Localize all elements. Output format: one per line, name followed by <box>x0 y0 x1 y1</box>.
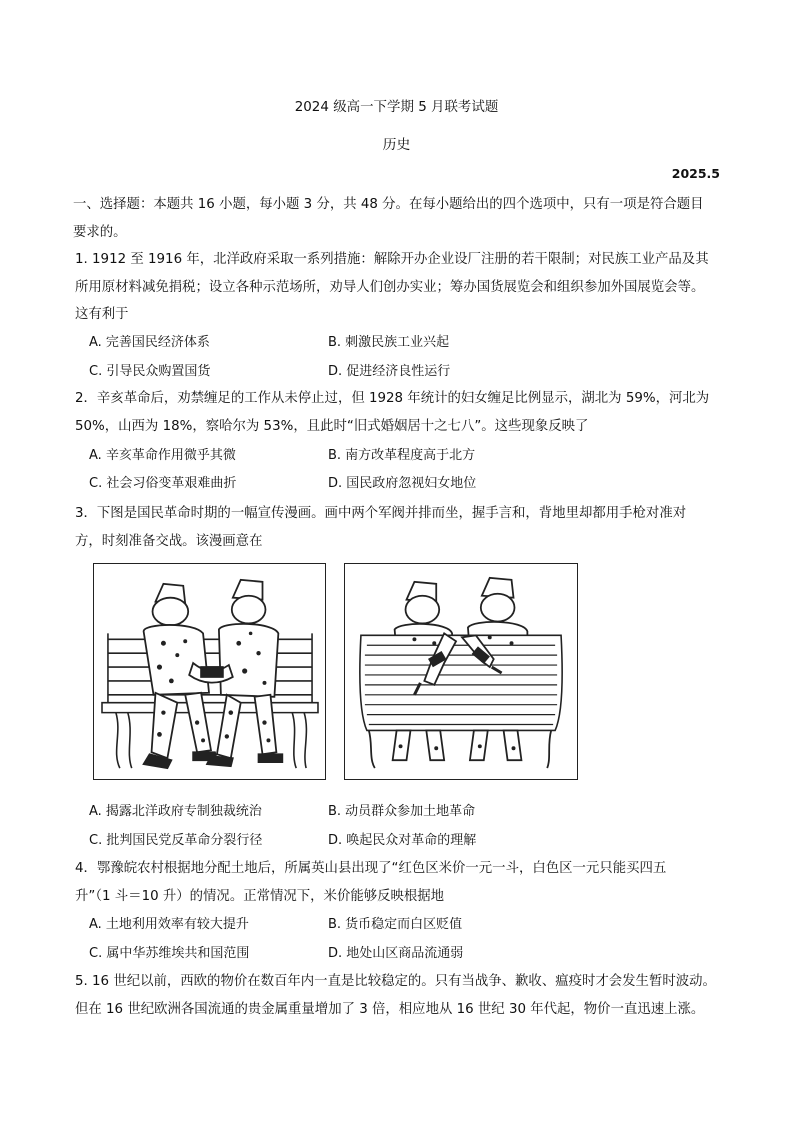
section-intro-line: 要求的。 <box>73 225 127 240</box>
question-1-option-d[interactable]: D. 促进经济良性运行 <box>328 364 451 379</box>
question-2-option-a[interactable]: A. 辛亥革命作用微乎其微 <box>89 448 236 463</box>
question-3-option-d[interactable]: D. 唤起民众对革命的理解 <box>328 833 477 848</box>
question-5-line: 但在 16 世纪欧洲各国流通的贵金属重量增加了 3 倍，相应地从 16 世纪 30 年代起，物价一直迅速上涨。 <box>75 1002 705 1017</box>
question-3-line: 方，时刻准备交战。该漫画意在 <box>75 534 263 549</box>
question-4-option-c[interactable]: C. 属中华苏维埃共和国范围 <box>89 946 250 961</box>
question-3-option-a[interactable]: A. 揭露北洋政府专制独裁统治 <box>89 804 262 819</box>
question-2-option-c[interactable]: C. 社会习俗变革艰难曲折 <box>89 476 237 491</box>
question-4-option-a[interactable]: A. 土地利用效率有较大提升 <box>89 917 249 932</box>
question-3-line: 3．下图是国民革命时期的一幅宣传漫画。画中两个军阀并排而坐，握手言和，背地里却都用手枪对准对 <box>75 506 687 521</box>
cartoon-front-view-drawing <box>94 564 325 779</box>
question-1-option-b[interactable]: B. 刺激民族工业兴起 <box>328 335 450 350</box>
question-1-option-c[interactable]: C. 引导民众购置国货 <box>89 364 211 379</box>
question-4-line: 4．鄂豫皖农村根据地分配土地后，所属英山县出现了“红色区米价一元一斗，白色区一元只能买四五 <box>75 861 667 876</box>
question-3-option-b[interactable]: B. 动员群众参加土地革命 <box>328 804 476 819</box>
question-1-line: 所用原材料减免捐税；设立各种示范场所，劝导人们创办实业；筹办国货展览会和组织参加外国展览会等。 <box>75 280 705 295</box>
question-2-option-b[interactable]: B. 南方改革程度高于北方 <box>328 448 476 463</box>
question-4-option-b[interactable]: B. 货币稳定而白区贬值 <box>328 917 463 932</box>
section-intro-line: 一、选择题：本题共 16 小题，每小题 3 分，共 48 分。在每小题给出的四个选项中，只有一项是符合题目 <box>73 197 704 212</box>
question-1-option-a[interactable]: A. 完善国民经济体系 <box>89 335 210 350</box>
question-2-option-d[interactable]: D. 国民政府忽视妇女地位 <box>328 476 477 491</box>
question-1-line: 1. 1912 至 1916 年，北洋政府采取一系列措施：解除开办企业设厂注册的若干限制；对民族工业产品及其 <box>75 252 709 267</box>
question-2-line: 50%，山西为 18%，察哈尔为 53%，且此时“旧式婚姻居十之七八”。这些现象反映了 <box>75 419 589 434</box>
cartoon-back-view-drawing <box>345 564 577 779</box>
question-1-line: 这有利于 <box>75 307 129 322</box>
question-2-line: 2．辛亥革命后，劝禁缠足的工作从未停止过，但 1928 年统计的妇女缠足比例显示，湖北为 59%，河北为 <box>75 391 710 406</box>
cartoon-front-view <box>93 563 326 780</box>
question-5-line: 5. 16 世纪以前，西欧的物价在数百年内一直是比较稳定的。只有当战争、歉收、瘟疫时才会发生暂时波动。 <box>75 974 716 989</box>
question-4-line: 升”（1 斗＝10 升）的情况。正常情况下，米价能够反映根据地 <box>75 889 445 904</box>
question-3-option-c[interactable]: C. 批判国民党反革命分裂行径 <box>89 833 263 848</box>
exam-subject: 历史 <box>382 137 411 153</box>
exam-date: 2025.5 <box>671 166 720 181</box>
exam-title: 2024 级高一下学期 5 月联考试题 <box>294 100 499 115</box>
question-4-option-d[interactable]: D. 地处山区商品流通弱 <box>328 946 464 961</box>
cartoon-back-view <box>344 563 578 780</box>
